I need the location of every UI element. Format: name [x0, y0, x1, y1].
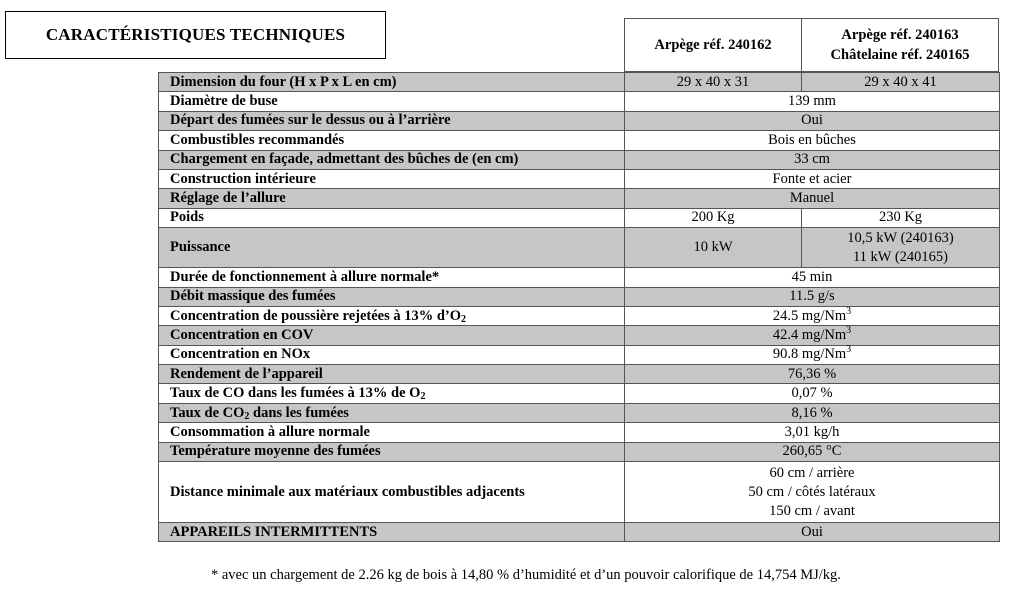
- row-value: 29 x 40 x 31: [625, 73, 802, 92]
- label-text: Taux de CO: [170, 404, 245, 421]
- row-label: Concentration en COV: [159, 326, 625, 345]
- row-value: 45 min: [625, 268, 1000, 287]
- table-row: [159, 345, 1000, 364]
- row-label: Poids: [159, 208, 625, 227]
- row-value: 139 mm: [625, 92, 1000, 111]
- table-row: [159, 306, 1000, 325]
- value-text: 24.5 mg/Nm: [772, 307, 847, 324]
- value-line: 150 cm / avant: [769, 502, 855, 519]
- row-value: [625, 306, 1000, 325]
- table-row: [159, 423, 1000, 442]
- table-row: [159, 268, 1000, 287]
- subscript: 2: [420, 391, 426, 403]
- row-value: 29 x 40 x 41: [802, 73, 1000, 92]
- row-value: [625, 345, 1000, 364]
- row-value: Manuel: [625, 189, 1000, 208]
- superscript: 3: [846, 344, 852, 356]
- row-value: 230 Kg: [802, 208, 1000, 227]
- table-row: [159, 326, 1000, 345]
- row-label: APPAREILS INTERMITTENTS: [159, 523, 625, 542]
- value-line: 50 cm / côtés latéraux: [748, 483, 876, 500]
- column-header-label: Arpège réf. 240163: [841, 27, 959, 43]
- value-text: 90.8 mg/Nm: [772, 346, 847, 363]
- table-row: [159, 73, 1000, 92]
- table-row: [159, 111, 1000, 130]
- page-title: CARACTÉRISTIQUES TECHNIQUES: [5, 11, 386, 59]
- row-value: Bois en bûches: [625, 131, 1000, 150]
- value-line: 60 cm / arrière: [769, 464, 855, 481]
- row-label: Distance minimale aux matériaux combustibles adjacents: [159, 462, 625, 523]
- row-label: Concentration en NOx: [159, 345, 625, 364]
- table-row: [159, 169, 1000, 188]
- row-label: Combustibles recommandés: [159, 131, 625, 150]
- value-line: 11 kW (240165): [852, 248, 949, 265]
- value-text: 42.4 mg/Nm: [772, 326, 847, 343]
- row-value: Fonte et acier: [625, 169, 1000, 188]
- table-row: [159, 131, 1000, 150]
- row-label: Réglage de l’allure: [159, 189, 625, 208]
- superscript: 3: [846, 324, 852, 336]
- row-label: Dimension du four (H x P x L en cm): [159, 73, 625, 92]
- table-row: [159, 523, 1000, 542]
- spec-table: [158, 72, 1000, 542]
- column-header-label: Arpège réf. 240162: [654, 37, 772, 53]
- row-label: Diamètre de buse: [159, 92, 625, 111]
- column-header-240163-240165: [801, 18, 999, 72]
- row-label: Consommation à allure normale: [159, 423, 625, 442]
- table-row: [159, 287, 1000, 306]
- row-value: 76,36 %: [625, 365, 1000, 384]
- subscript: 2: [461, 313, 467, 325]
- row-label: Départ des fumées sur le dessus ou à l’arrière: [159, 111, 625, 130]
- label-text: Concentration de poussière rejetées à 13% d’O: [170, 307, 462, 324]
- table-row: [159, 228, 1000, 268]
- row-label: Rendement de l’appareil: [159, 365, 625, 384]
- row-value-multiline: [625, 462, 1000, 523]
- table-row: [159, 384, 1000, 403]
- row-value: 0,07 %: [625, 384, 1000, 403]
- label-text: Taux de CO dans les fumées à 13% de O: [170, 385, 421, 402]
- row-label: Débit massique des fumées: [159, 287, 625, 306]
- row-value: 8,16 %: [625, 403, 1000, 422]
- row-value: 200 Kg: [625, 208, 802, 227]
- table-row: [159, 365, 1000, 384]
- footnote: * avec un chargement de 2.26 kg de bois à 14,80 % d’humidité et d’un pouvoir calorifique de 14,754 MJ/kg.: [211, 567, 841, 583]
- column-header-label: Châtelaine réf. 240165: [830, 47, 970, 63]
- table-row: [159, 150, 1000, 169]
- row-label: Puissance: [159, 228, 625, 268]
- row-label: Durée de fonctionnement à allure normale*: [159, 268, 625, 287]
- row-value: [625, 326, 1000, 345]
- row-value: 260,65 °C: [625, 442, 1000, 461]
- value-line: 10,5 kW (240163): [847, 229, 954, 246]
- row-value: 33 cm: [625, 150, 1000, 169]
- subscript: 2: [244, 410, 250, 422]
- column-header-240162: [624, 18, 802, 72]
- row-value: 3,01 kg/h: [625, 423, 1000, 442]
- table-row: [159, 403, 1000, 422]
- table-row: [159, 189, 1000, 208]
- row-label: Chargement en façade, admettant des bûches de (en cm): [159, 150, 625, 169]
- table-row: [159, 208, 1000, 227]
- row-label: Construction intérieure: [159, 169, 625, 188]
- row-label: Température moyenne des fumées: [159, 442, 625, 461]
- row-label: [159, 306, 625, 325]
- table-row: [159, 442, 1000, 461]
- row-label: [159, 403, 625, 422]
- row-value: Oui: [625, 523, 1000, 542]
- label-text: dans les fumées: [249, 404, 349, 421]
- row-label: [159, 384, 625, 403]
- table-row: [159, 92, 1000, 111]
- row-value: 10 kW: [625, 228, 802, 268]
- row-value: Oui: [625, 111, 1000, 130]
- superscript: 3: [846, 305, 852, 317]
- row-value-multiline: [802, 228, 1000, 268]
- row-value: 11.5 g/s: [625, 287, 1000, 306]
- table-row: [159, 462, 1000, 523]
